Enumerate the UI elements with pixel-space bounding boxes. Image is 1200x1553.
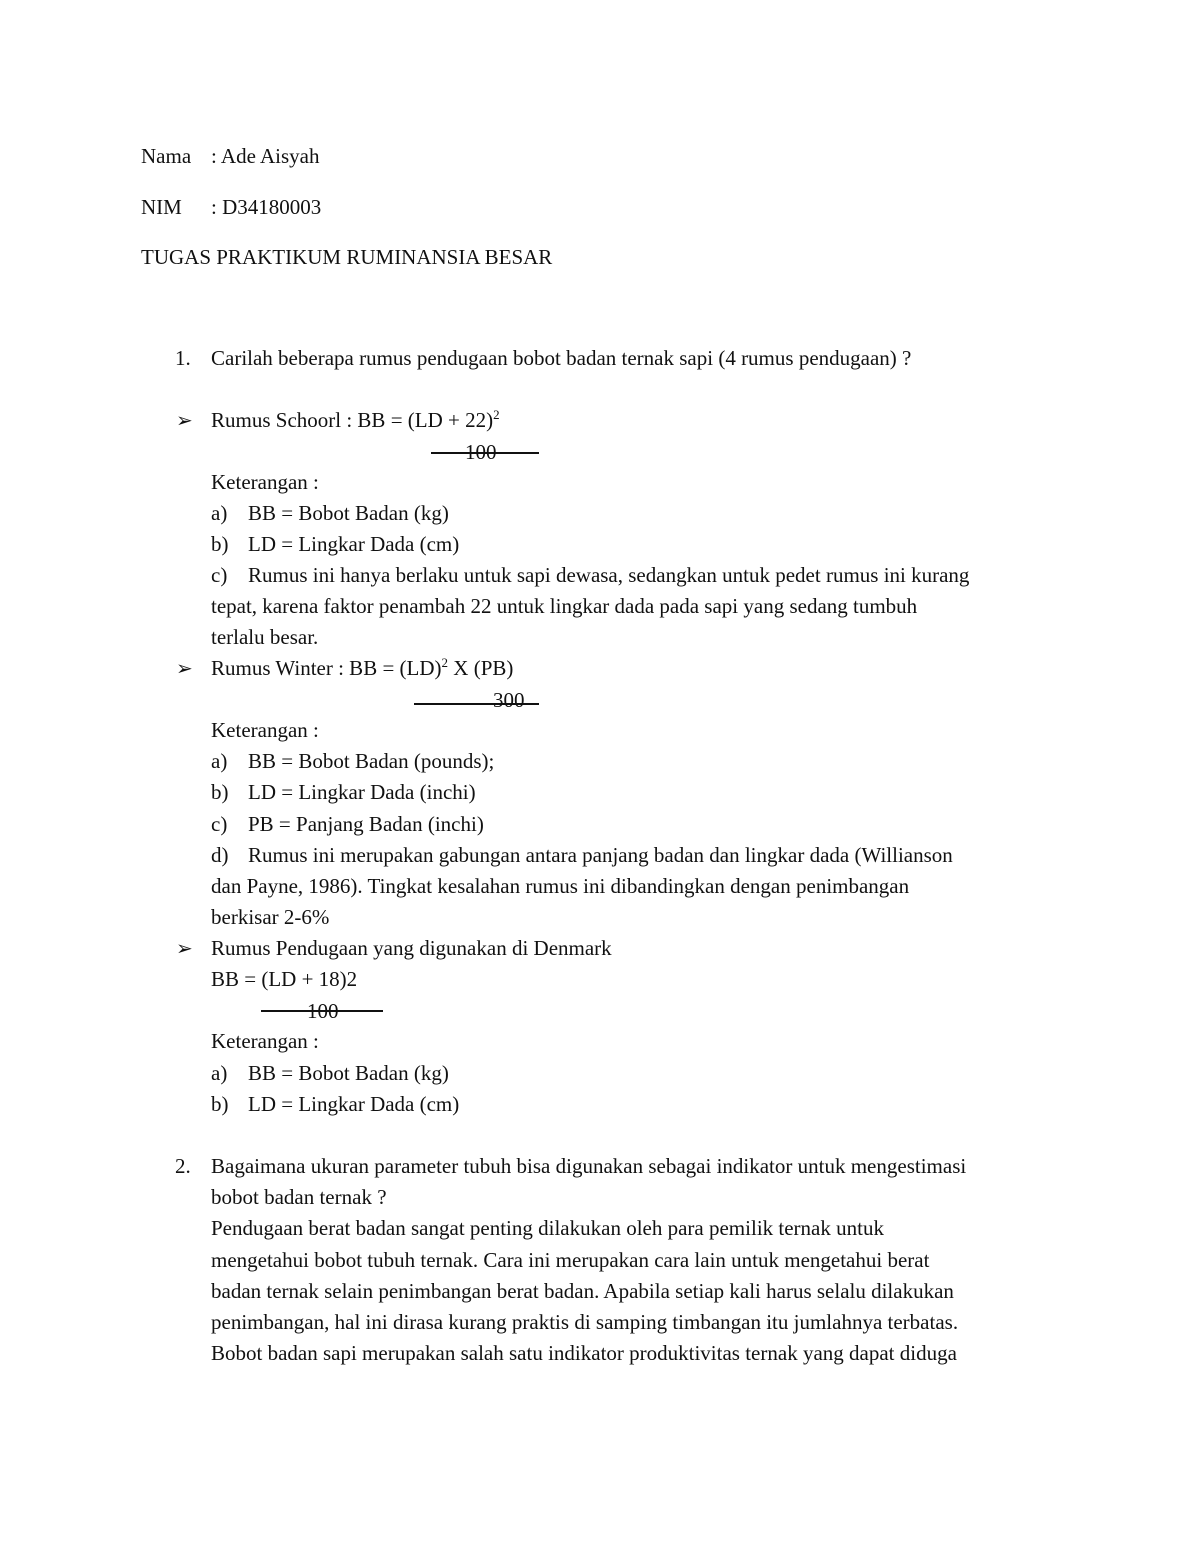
question-2-line: Bagaimana ukuran parameter tubuh bisa digunakan sebagai indikator untuk mengestimasi bbox=[211, 1154, 967, 1178]
winter-item-d-continued: berkisar 2-6% bbox=[211, 905, 330, 929]
schoorl-item-c-continued: terlalu besar. bbox=[211, 625, 319, 649]
winter-item-d-text: Rumus ini merupakan gabungan antara panjang badan dan lingkar dada (Willianson bbox=[248, 843, 953, 867]
question-2-number: 2. bbox=[175, 1154, 191, 1178]
winter-fraction-line bbox=[414, 703, 539, 705]
answer-2-line: Pendugaan berat badan sangat penting dilakukan oleh para pemilik ternak untuk bbox=[211, 1216, 884, 1240]
winter-formula-text: Rumus Winter : BB = (LD) bbox=[211, 656, 442, 680]
nim-value: : D34180003 bbox=[211, 195, 322, 219]
arrow-bullet-icon: ➢ bbox=[176, 410, 193, 432]
schoorl-formula-text: Rumus Schoorl : BB = (LD + 22) bbox=[211, 408, 494, 432]
answer-2-line: penimbangan, hal ini dirasa kurang praktis di samping timbangan itu jumlahnya terbatas. bbox=[211, 1310, 959, 1334]
winter-item-b-text: LD = Lingkar Dada (inchi) bbox=[248, 780, 476, 804]
winter-note-title: Keterangan : bbox=[211, 718, 319, 742]
schoorl-denominator: 100 bbox=[465, 440, 497, 464]
question-1-number: 1. bbox=[175, 346, 191, 370]
denmark-heading: Rumus Pendugaan yang digunakan di Denmark bbox=[211, 936, 612, 960]
denmark-formula: BB = (LD + 18)2 bbox=[211, 967, 358, 991]
schoorl-item-a-text: BB = Bobot Badan (kg) bbox=[248, 501, 449, 525]
winter-item-a-text: BB = Bobot Badan (pounds); bbox=[248, 749, 495, 773]
winter-item-d-marker: d) bbox=[211, 843, 229, 867]
answer-2-line: badan ternak selain penimbangan berat badan. Apabila setiap kali harus selalu dilakukan bbox=[211, 1279, 954, 1303]
denmark-note-title: Keterangan : bbox=[211, 1029, 319, 1053]
schoorl-item-c-continued: tepat, karena faktor penambah 22 untuk lingkar dada pada sapi yang sedang tumbuh bbox=[211, 594, 918, 618]
denmark-item-a-marker: a) bbox=[211, 1061, 228, 1085]
schoorl-item-b-marker: b) bbox=[211, 532, 229, 556]
name-value: : Ade Aisyah bbox=[211, 144, 320, 168]
answer-2-line: mengetahui bobot tubuh ternak. Cara ini merupakan cara lain untuk mengetahui berat bbox=[211, 1248, 930, 1272]
assignment-title: TUGAS PRAKTIKUM RUMINANSIA BESAR bbox=[141, 245, 553, 269]
arrow-bullet-icon: ➢ bbox=[176, 938, 193, 960]
schoorl-note-title: Keterangan : bbox=[211, 470, 319, 494]
schoorl-item-b-text: LD = Lingkar Dada (cm) bbox=[248, 532, 460, 556]
schoorl-formula bbox=[211, 407, 500, 432]
schoorl-item-a-marker: a) bbox=[211, 501, 228, 525]
denmark-denominator: 100 bbox=[307, 999, 339, 1023]
winter-item-a-marker: a) bbox=[211, 749, 228, 773]
winter-item-d-continued: dan Payne, 1986). Tingkat kesalahan rumus ini dibandingkan dengan penimbangan bbox=[211, 874, 910, 898]
winter-formula bbox=[211, 655, 514, 680]
denmark-item-b-text: LD = Lingkar Dada (cm) bbox=[248, 1092, 460, 1116]
schoorl-fraction-line bbox=[431, 452, 539, 454]
winter-item-c-text: PB = Panjang Badan (inchi) bbox=[248, 812, 484, 836]
question-1-text: Carilah beberapa rumus pendugaan bobot badan ternak sapi (4 rumus pendugaan) ? bbox=[211, 346, 912, 370]
winter-item-c-marker: c) bbox=[211, 812, 228, 836]
denmark-fraction-line bbox=[261, 1010, 383, 1012]
arrow-bullet-icon: ➢ bbox=[176, 658, 193, 680]
question-2-line: bobot badan ternak ? bbox=[211, 1185, 387, 1209]
winter-item-b-marker: b) bbox=[211, 780, 229, 804]
name-label: Nama bbox=[141, 144, 192, 168]
winter-exponent: 2 bbox=[441, 655, 449, 670]
winter-denominator: 300 bbox=[493, 688, 525, 712]
denmark-item-a-text: BB = Bobot Badan (kg) bbox=[248, 1061, 449, 1085]
schoorl-exponent: 2 bbox=[493, 407, 500, 422]
nim-label: NIM bbox=[141, 195, 182, 219]
schoorl-item-c-text: Rumus ini hanya berlaku untuk sapi dewasa, sedangkan untuk pedet rumus ini kurang bbox=[248, 563, 970, 587]
answer-2-line: Bobot badan sapi merupakan salah satu indikator produktivitas ternak yang dapat diduga bbox=[211, 1341, 957, 1365]
schoorl-item-c-marker: c) bbox=[211, 563, 228, 587]
winter-formula-text-b: X (PB) bbox=[448, 656, 514, 680]
denmark-item-b-marker: b) bbox=[211, 1092, 229, 1116]
